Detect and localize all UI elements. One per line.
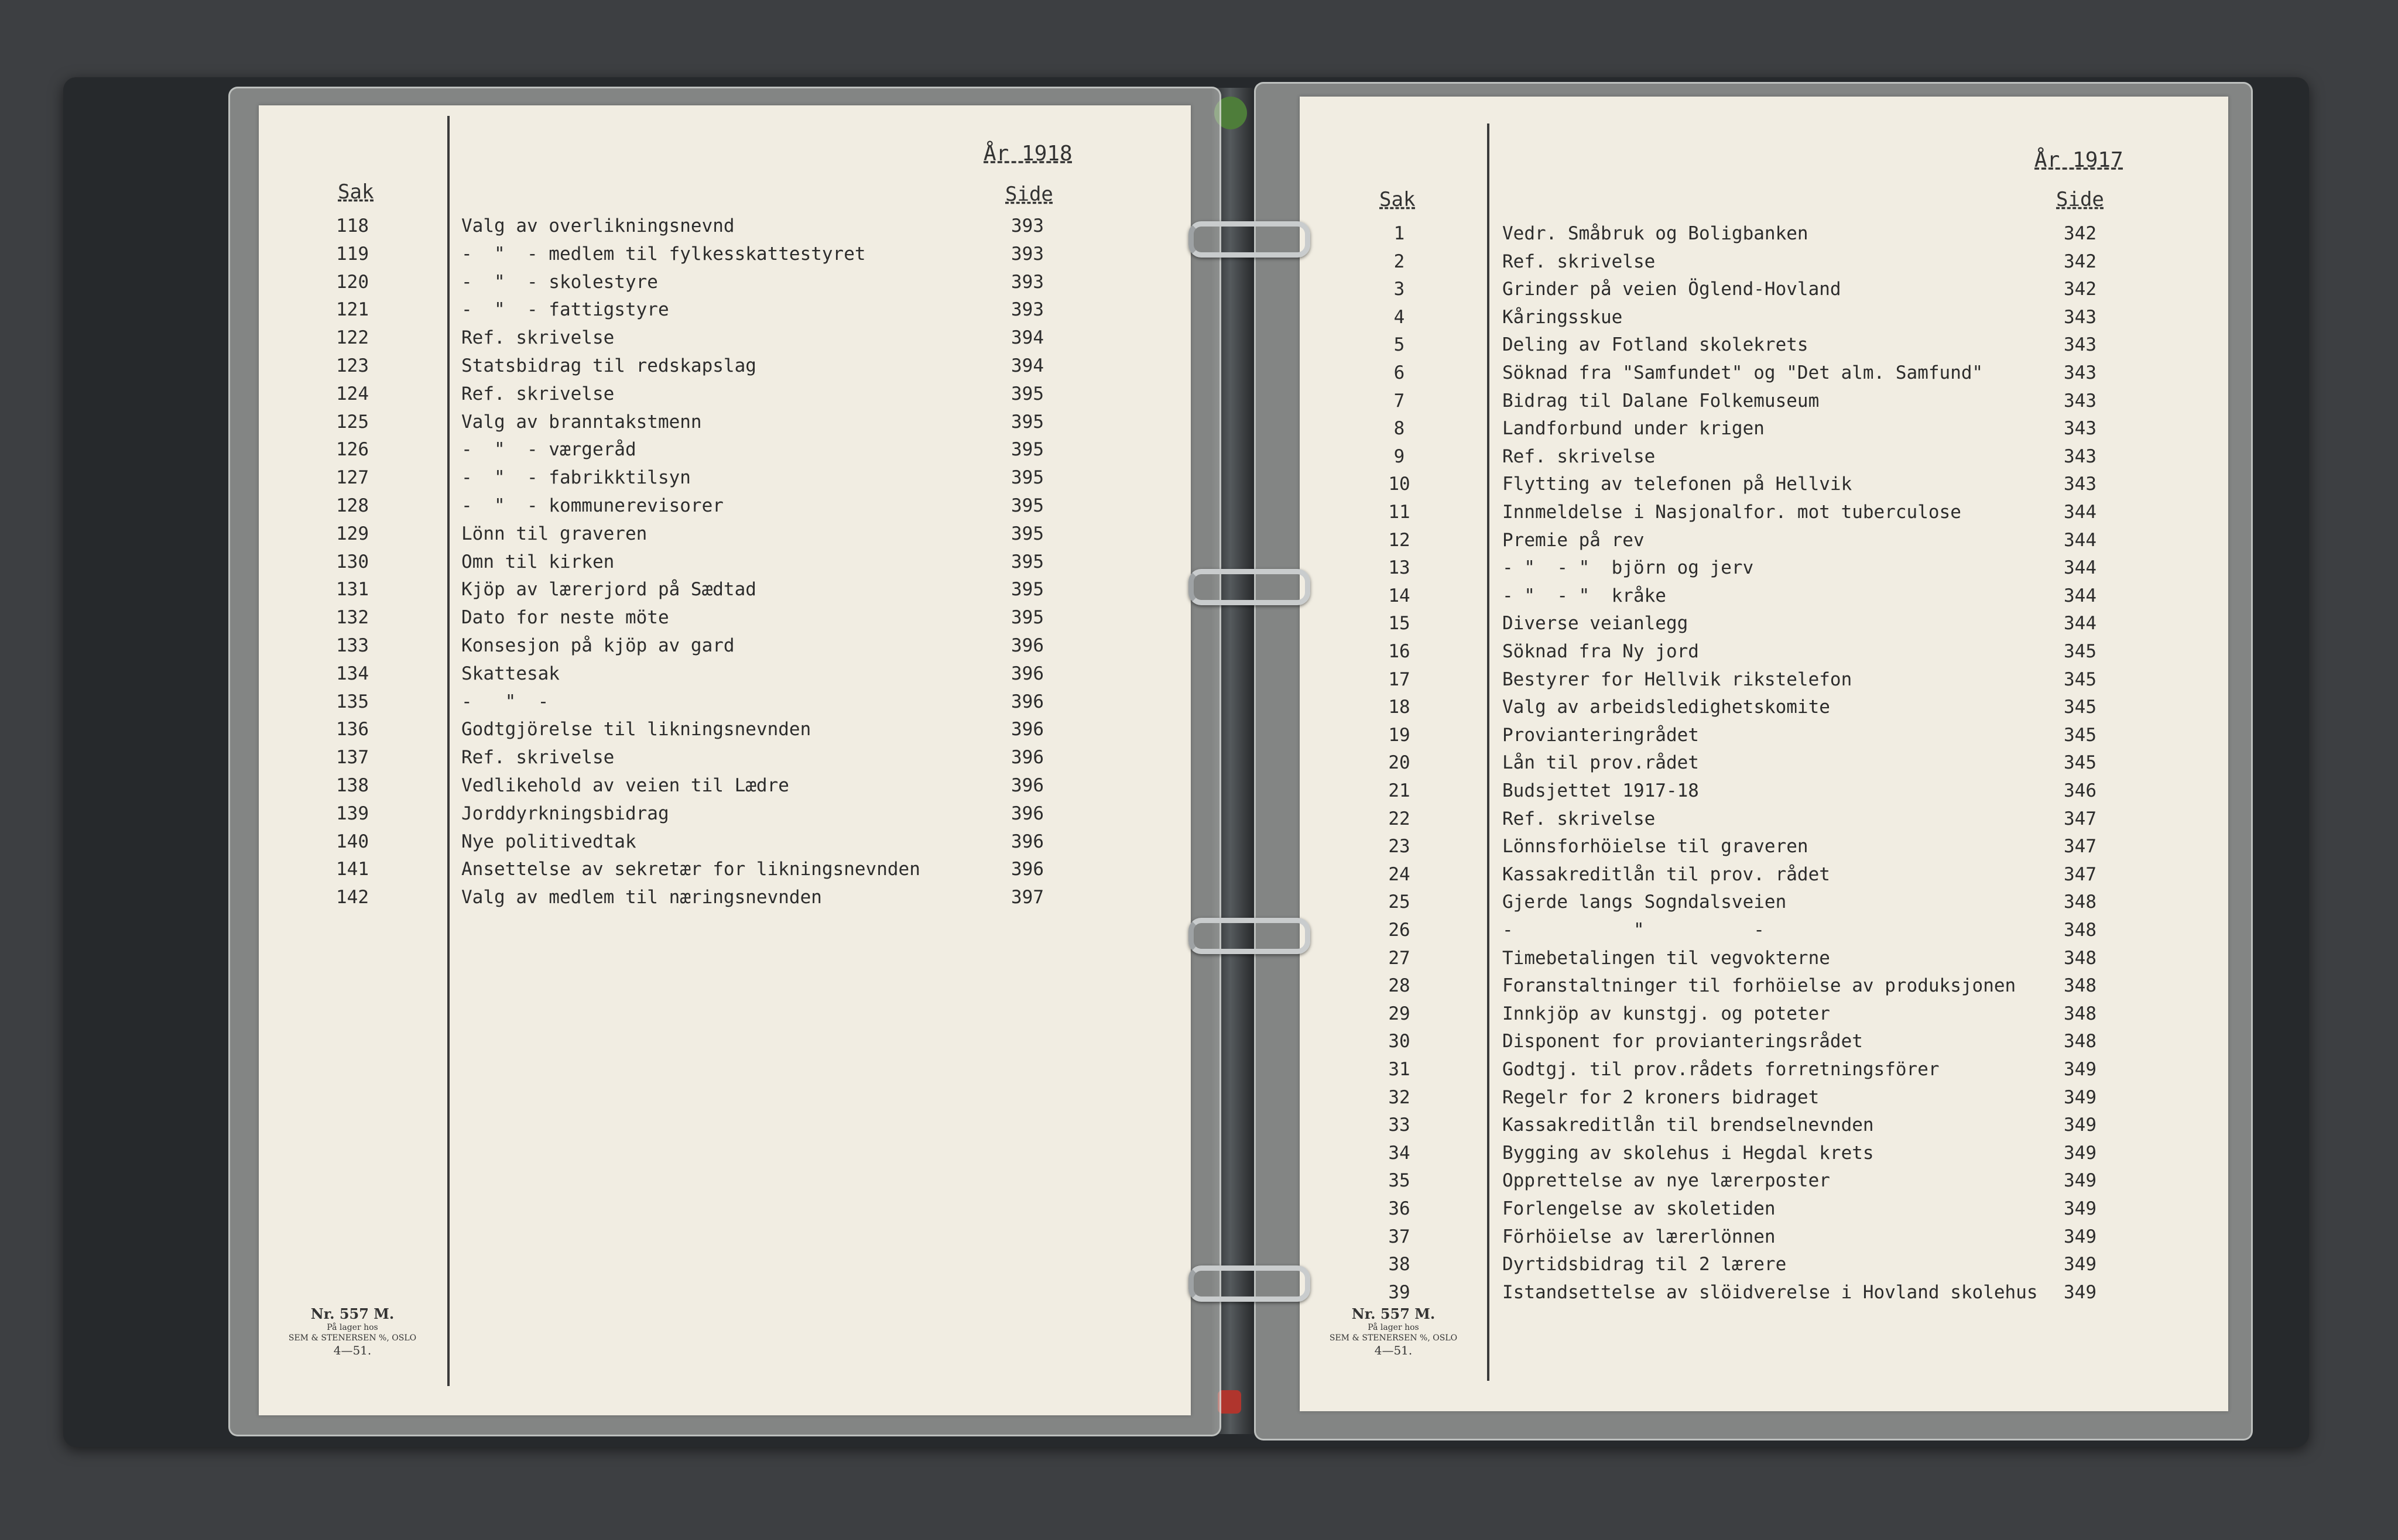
- index-entry: [1300, 1087, 2228, 1114]
- page-number: 345: [2064, 668, 2096, 690]
- case-number: 11: [1388, 502, 1410, 523]
- binder-ring: [1188, 1265, 1310, 1302]
- case-number: 39: [1388, 1281, 1410, 1303]
- index-entry: [1300, 1059, 2228, 1086]
- page-number: 349: [2064, 1198, 2096, 1219]
- case-title: Valg av overlikningsnevnd: [461, 215, 735, 236]
- case-number: 21: [1388, 780, 1410, 801]
- case-title: Kassakreditlån til brendselnevnden: [1502, 1114, 1874, 1136]
- case-number: 23: [1388, 836, 1410, 858]
- index-entry: [259, 831, 1191, 858]
- index-entry: [1300, 446, 2228, 473]
- index-entry: [1300, 1198, 2228, 1225]
- case-number: 9: [1393, 445, 1405, 467]
- case-number: 141: [336, 859, 369, 880]
- case-title: Istandsettelse av slöidverelse i Hovland skolehus: [1502, 1281, 2038, 1303]
- page-number: 396: [1011, 691, 1044, 712]
- case-number: 15: [1388, 613, 1410, 634]
- case-title: Disponent for provianteringsrådet: [1502, 1031, 1863, 1052]
- page-number: 396: [1011, 747, 1044, 769]
- case-title: Förhöielse av lærerlönnen: [1502, 1226, 1776, 1247]
- case-number: 22: [1388, 808, 1410, 829]
- case-number: 134: [336, 663, 369, 684]
- left-year-heading: År 1918: [984, 142, 1073, 166]
- page-number: 395: [1011, 579, 1044, 601]
- case-number: 19: [1388, 724, 1410, 746]
- case-number: 24: [1388, 863, 1410, 885]
- right-side-header: Side: [2056, 188, 2104, 211]
- case-title: Dyrtidsbidrag til 2 lærere: [1502, 1254, 1787, 1275]
- case-title: Lån til prov.rådet: [1502, 752, 1699, 774]
- index-entry: [1300, 502, 2228, 529]
- index-entry: [259, 691, 1191, 718]
- case-number: 35: [1388, 1170, 1410, 1192]
- right-year-heading: År 1917: [2034, 148, 2123, 172]
- page-number: 348: [2064, 1031, 2096, 1052]
- index-entry: [1300, 641, 2228, 668]
- page-number: 393: [1011, 299, 1044, 321]
- case-title: - " - værgeråd: [461, 439, 636, 461]
- case-title: Foranstaltninger til forhöielse av produksjonen: [1502, 975, 2016, 997]
- case-number: 5: [1393, 334, 1405, 356]
- page-number: 343: [2064, 445, 2096, 467]
- page-number: 347: [2064, 863, 2096, 885]
- page-number: 395: [1011, 551, 1044, 572]
- case-title: Godtgj. til prov.rådets forretningsförer: [1502, 1059, 1940, 1080]
- form-number: Nr. 557 M.: [310, 1305, 395, 1322]
- index-entry: [1300, 1031, 2228, 1058]
- page-number: 395: [1011, 383, 1044, 404]
- case-title: Kåringsskue: [1502, 306, 1623, 328]
- page-number: 347: [2064, 836, 2096, 858]
- case-number: 27: [1388, 947, 1410, 969]
- case-number: 132: [336, 607, 369, 629]
- page-number: 342: [2064, 223, 2096, 244]
- case-title: Bygging av skolehus i Hegdal krets: [1502, 1142, 1874, 1164]
- case-title: Godtgjörelse til likningsnevnden: [461, 719, 811, 740]
- index-entry: [1300, 975, 2228, 1002]
- page-number: 396: [1011, 635, 1044, 656]
- case-title: Gjerde langs Sogndalsveien: [1502, 891, 1787, 913]
- case-title: Ref. skrivelse: [1502, 808, 1656, 829]
- index-entry: [1300, 223, 2228, 250]
- page-number: 349: [2064, 1142, 2096, 1164]
- case-number: 123: [336, 355, 369, 376]
- case-title: Valg av arbeidsledighetskomite: [1502, 697, 1830, 718]
- case-title: Bestyrer for Hellvik rikstelefon: [1502, 668, 1852, 690]
- page-number: 343: [2064, 474, 2096, 495]
- page-number: 397: [1011, 887, 1044, 908]
- index-entry: [1300, 725, 2228, 752]
- index-entry: [1300, 390, 2228, 417]
- index-entry: [1300, 836, 2228, 863]
- case-title: - " - fabrikktilsyn: [461, 467, 691, 489]
- page-number: 346: [2064, 780, 2096, 801]
- case-title: Innkjöp av kunstgj. og poteter: [1502, 1003, 1830, 1024]
- case-title: Ref. skrivelse: [1502, 251, 1656, 272]
- page-number: 395: [1011, 523, 1044, 544]
- binder-ring: [1188, 221, 1310, 258]
- case-number: 13: [1388, 557, 1410, 579]
- page-number: 343: [2064, 418, 2096, 440]
- index-entry: [1300, 307, 2228, 334]
- case-title: Nye politivedtak: [461, 831, 636, 852]
- case-number: 128: [336, 495, 369, 516]
- page-number: 396: [1011, 802, 1044, 824]
- index-entry: [259, 887, 1191, 914]
- case-title: - " -: [1502, 920, 1765, 941]
- case-title: - " - kommunerevisorer: [461, 495, 724, 516]
- case-number: 140: [336, 831, 369, 852]
- case-number: 142: [336, 887, 369, 908]
- case-number: 126: [336, 439, 369, 461]
- case-title: Kjöp av lærerjord på Sædtad: [461, 579, 756, 601]
- binder-ring: [1188, 918, 1310, 954]
- index-entry: [1300, 948, 2228, 975]
- page-number: 393: [1011, 271, 1044, 293]
- page-number: 396: [1011, 775, 1044, 796]
- left-page: [259, 105, 1191, 1415]
- form-number: Nr. 557 M.: [1351, 1305, 1436, 1322]
- case-title: Ref. skrivelse: [461, 383, 615, 404]
- page-number: 343: [2064, 390, 2096, 411]
- index-entry: [1300, 780, 2228, 807]
- index-entry: [259, 523, 1191, 550]
- case-title: - " - " kråke: [1502, 585, 1666, 606]
- page-number: 349: [2064, 1226, 2096, 1247]
- page-number: 344: [2064, 557, 2096, 579]
- case-title: Söknad fra Ny jord: [1502, 641, 1699, 662]
- page-number: 395: [1011, 411, 1044, 433]
- case-title: Jorddyrkningsbidrag: [461, 802, 669, 824]
- index-entry: [1300, 474, 2228, 500]
- case-title: Ref. skrivelse: [461, 327, 615, 349]
- case-number: 125: [336, 411, 369, 433]
- imprint-line: SEM & STENERSEN %, OSLO: [288, 1333, 417, 1343]
- page-number: 348: [2064, 975, 2096, 997]
- case-title: Vedlikehold av veien til Lædre: [461, 775, 789, 796]
- page-number: 395: [1011, 467, 1044, 489]
- left-printer-imprint: [282, 1305, 423, 1357]
- case-title: Provianteringrådet: [1502, 724, 1699, 746]
- case-number: 2: [1393, 251, 1405, 272]
- page-number: 349: [2064, 1114, 2096, 1136]
- page-number: 396: [1011, 831, 1044, 852]
- case-number: 131: [336, 579, 369, 601]
- index-entry: [259, 859, 1191, 886]
- index-entry: [259, 439, 1191, 466]
- index-entry: [1300, 418, 2228, 445]
- case-title: Lönn til graveren: [461, 523, 648, 544]
- page-number: 342: [2064, 279, 2096, 300]
- case-title: Bidrag til Dalane Folkemuseum: [1502, 390, 1820, 411]
- case-number: 29: [1388, 1003, 1410, 1024]
- case-title: Regelr for 2 kroners bidraget: [1502, 1086, 1820, 1108]
- case-title: Flytting av telefonen på Hellvik: [1502, 474, 1852, 495]
- page-number: 342: [2064, 251, 2096, 272]
- page-number: 349: [2064, 1170, 2096, 1192]
- imprint-date: 4—51.: [333, 1343, 372, 1357]
- index-entry: [1300, 669, 2228, 696]
- case-number: 37: [1388, 1226, 1410, 1247]
- index-entry: [1300, 891, 2228, 918]
- index-entry: [1300, 585, 2228, 612]
- right-sak-header: Sak: [1379, 188, 1416, 211]
- page-number: 344: [2064, 502, 2096, 523]
- index-entry: [259, 579, 1191, 606]
- page-number: 395: [1011, 607, 1044, 629]
- index-entry: [1300, 920, 2228, 946]
- index-entry: [259, 663, 1191, 690]
- case-number: 30: [1388, 1031, 1410, 1052]
- index-entry: [1300, 808, 2228, 835]
- case-number: 18: [1388, 697, 1410, 718]
- page-number: 345: [2064, 641, 2096, 662]
- index-entry: [259, 551, 1191, 578]
- index-entry: [1300, 1170, 2228, 1197]
- case-title: Timebetalingen til vegvokterne: [1502, 947, 1830, 969]
- index-entry: [1300, 1143, 2228, 1169]
- index-entry: [259, 411, 1191, 438]
- case-title: Landforbund under krigen: [1502, 418, 1765, 440]
- page-number: 396: [1011, 719, 1044, 740]
- index-entry: [1300, 1282, 2228, 1309]
- page-number: 348: [2064, 1003, 2096, 1024]
- index-entry: [259, 299, 1191, 326]
- index-entry: [259, 635, 1191, 662]
- case-number: 133: [336, 635, 369, 656]
- case-number: 118: [336, 215, 369, 236]
- imprint-date: 4—51.: [1374, 1343, 1413, 1357]
- case-title: Deling av Fotland skolekrets: [1502, 334, 1808, 356]
- case-number: 6: [1393, 362, 1405, 383]
- index-entry: [1300, 334, 2228, 361]
- case-title: Konsesjon på kjöp av gard: [461, 635, 735, 656]
- index-entry: [1300, 1114, 2228, 1141]
- index-entry: [259, 775, 1191, 802]
- case-number: 135: [336, 691, 369, 712]
- case-number: 138: [336, 775, 369, 796]
- index-entry: [1300, 1003, 2228, 1030]
- case-title: - " - " björn og jerv: [1502, 557, 1754, 579]
- index-entry: [1300, 279, 2228, 306]
- case-title: Vedr. Småbruk og Boligbanken: [1502, 223, 1808, 244]
- page-number: 348: [2064, 891, 2096, 913]
- case-title: Ref. skrivelse: [461, 747, 615, 769]
- case-number: 3: [1393, 279, 1405, 300]
- index-entry: [259, 327, 1191, 354]
- case-number: 137: [336, 747, 369, 769]
- index-entry: [1300, 864, 2228, 891]
- case-title: Forlengelse av skoletiden: [1502, 1198, 1776, 1219]
- index-entry: [1300, 1226, 2228, 1253]
- case-title: Kassakreditlån til prov. rådet: [1502, 863, 1830, 885]
- case-number: 122: [336, 327, 369, 349]
- case-title: Lönnsforhöielse til graveren: [1502, 836, 1808, 858]
- case-title: Dato for neste möte: [461, 607, 669, 629]
- index-entry: [1300, 362, 2228, 389]
- case-number: 17: [1388, 668, 1410, 690]
- index-entry: [259, 495, 1191, 522]
- case-number: 12: [1388, 529, 1410, 551]
- index-entry: [1300, 697, 2228, 723]
- case-title: Söknad fra "Samfundet" og "Det alm. Samfund": [1502, 362, 1984, 383]
- page-number: 349: [2064, 1281, 2096, 1303]
- page-number: 348: [2064, 947, 2096, 969]
- page-number: 349: [2064, 1254, 2096, 1275]
- index-entry: [259, 719, 1191, 746]
- index-entry: [1300, 557, 2228, 584]
- case-title: - " - fattigstyre: [461, 299, 669, 321]
- case-number: 1: [1393, 223, 1405, 244]
- case-number: 124: [336, 383, 369, 404]
- index-entry: [259, 747, 1191, 774]
- case-number: 136: [336, 719, 369, 740]
- page-number: 344: [2064, 585, 2096, 606]
- case-title: - " - medlem til fylkesskattestyret: [461, 243, 866, 265]
- page-number: 396: [1011, 663, 1044, 684]
- page-number: 343: [2064, 306, 2096, 328]
- case-title: Diverse veianlegg: [1502, 613, 1688, 634]
- case-number: 8: [1393, 418, 1405, 440]
- case-number: 120: [336, 271, 369, 293]
- right-page: [1300, 97, 2228, 1411]
- case-number: 38: [1388, 1254, 1410, 1275]
- case-title: - " - skolestyre: [461, 271, 658, 293]
- page-number: 395: [1011, 439, 1044, 461]
- case-number: 20: [1388, 752, 1410, 774]
- case-title: Statsbidrag til redskapslag: [461, 355, 756, 376]
- page-number: 344: [2064, 529, 2096, 551]
- case-number: 10: [1388, 474, 1410, 495]
- case-title: Innmeldelse i Nasjonalfor. mot tuberculose: [1502, 502, 1961, 523]
- index-entry: [259, 803, 1191, 830]
- case-title: Ansettelse av sekretær for likningsnevnden: [461, 859, 920, 880]
- case-number: 28: [1388, 975, 1410, 997]
- imprint-line: På lager hos: [1368, 1323, 1419, 1332]
- page-number: 393: [1011, 243, 1044, 265]
- case-title: Grinder på veien Öglend-Hovland: [1502, 279, 1841, 300]
- page-number: 343: [2064, 362, 2096, 383]
- case-number: 34: [1388, 1142, 1410, 1164]
- case-number: 26: [1388, 920, 1410, 941]
- case-title: Premie på rev: [1502, 529, 1645, 551]
- page-number: 345: [2064, 752, 2096, 774]
- index-entry: [259, 215, 1191, 242]
- case-title: Valg av medlem til næringsnevnden: [461, 887, 822, 908]
- index-entry: [1300, 530, 2228, 557]
- page-number: 396: [1011, 859, 1044, 880]
- page-number: 347: [2064, 808, 2096, 829]
- case-number: 31: [1388, 1059, 1410, 1080]
- index-entry: [1300, 251, 2228, 278]
- case-number: 33: [1388, 1114, 1410, 1136]
- left-side-header: Side: [1005, 183, 1053, 206]
- page-number: 343: [2064, 334, 2096, 356]
- index-entry: [259, 355, 1191, 382]
- page-number: 345: [2064, 697, 2096, 718]
- imprint-line: SEM & STENERSEN %, OSLO: [1329, 1333, 1458, 1343]
- case-title: Ref. skrivelse: [1502, 445, 1656, 467]
- page-number: 344: [2064, 613, 2096, 634]
- case-number: 119: [336, 243, 369, 265]
- index-entry: [1300, 752, 2228, 779]
- case-number: 14: [1388, 585, 1410, 606]
- case-number: 4: [1393, 306, 1405, 328]
- index-entry: [259, 467, 1191, 494]
- case-title: Opprettelse av nye lærerposter: [1502, 1170, 1830, 1192]
- case-title: - " -: [461, 691, 549, 712]
- index-entry: [259, 243, 1191, 270]
- page-number: 394: [1011, 327, 1044, 349]
- page-number: 348: [2064, 920, 2096, 941]
- index-entry: [259, 383, 1191, 410]
- case-number: 130: [336, 551, 369, 572]
- page-number: 345: [2064, 724, 2096, 746]
- case-number: 36: [1388, 1198, 1410, 1219]
- case-number: 129: [336, 523, 369, 544]
- case-number: 121: [336, 299, 369, 321]
- page-number: 395: [1011, 495, 1044, 516]
- case-number: 25: [1388, 891, 1410, 913]
- case-number: 7: [1393, 390, 1405, 411]
- case-number: 32: [1388, 1086, 1410, 1108]
- case-title: Valg av branntakstmenn: [461, 411, 702, 433]
- index-entry: [259, 272, 1191, 299]
- case-title: Budsjettet 1917-18: [1502, 780, 1699, 801]
- page-number: 394: [1011, 355, 1044, 376]
- case-title: Skattesak: [461, 663, 560, 684]
- page-number: 349: [2064, 1086, 2096, 1108]
- index-entry: [1300, 613, 2228, 640]
- case-number: 16: [1388, 641, 1410, 662]
- right-printer-imprint: [1323, 1305, 1464, 1357]
- case-title: Omn til kirken: [461, 551, 615, 572]
- imprint-line: På lager hos: [327, 1323, 378, 1332]
- left-sak-header: Sak: [338, 180, 374, 204]
- case-number: 127: [336, 467, 369, 489]
- page-number: 393: [1011, 215, 1044, 236]
- index-entry: [259, 607, 1191, 634]
- red-tab: [1218, 1390, 1241, 1414]
- binder-ring: [1188, 569, 1310, 605]
- case-number: 139: [336, 802, 369, 824]
- page-number: 349: [2064, 1059, 2096, 1080]
- index-entry: [1300, 1254, 2228, 1281]
